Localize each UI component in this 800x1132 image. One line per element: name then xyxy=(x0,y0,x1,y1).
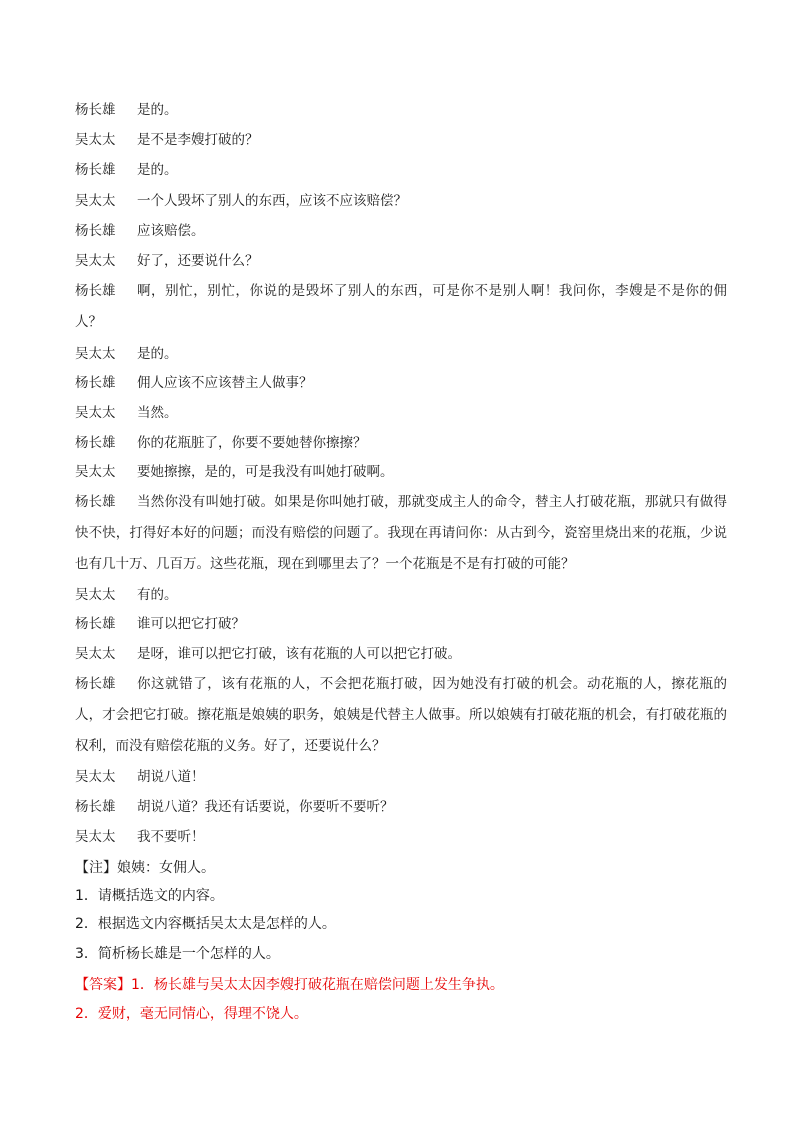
speaker-name: 杨长雄 xyxy=(75,162,116,178)
dialogue-line xyxy=(75,339,727,370)
dialogue-line xyxy=(75,639,727,670)
question-item: 3．简析杨长雄是一个怎样的人。 xyxy=(75,946,280,962)
dialogue-text: 是的。 xyxy=(137,162,178,178)
speaker-name: 吴太太 xyxy=(75,829,116,845)
speaker-name: 杨长雄 xyxy=(75,435,116,451)
dialogue-line xyxy=(75,487,727,580)
dialogue-line xyxy=(75,457,727,488)
dialogue-line xyxy=(75,125,727,156)
speaker-name: 吴太太 xyxy=(75,769,116,785)
dialogue-line xyxy=(75,669,727,762)
dialogue-line xyxy=(75,186,727,217)
dialogue-text: 啊，别忙，别忙，你说的是毁坏了别人的东西，可是你不是别人啊！我问你，李嫂是不是你的佣人？ xyxy=(75,283,727,330)
answer-label: 【答案】 xyxy=(75,977,131,993)
dialogue-text: 当然。 xyxy=(137,405,178,421)
speaker-name: 吴太太 xyxy=(75,346,116,362)
speaker-name: 吴太太 xyxy=(75,646,116,662)
speaker-name: 杨长雄 xyxy=(75,223,116,239)
answer-line: 2．爱财，毫无同情心，得理不饶人。 xyxy=(75,1006,308,1022)
dialogue-line xyxy=(75,792,727,823)
dialogue-line xyxy=(75,428,727,459)
dialogue-line xyxy=(75,580,727,611)
dialogue-text: 你这就错了，该有花瓶的人，不会把花瓶打破，因为她没有打破的机会。动花瓶的人，擦花瓶的人，才会把它打破。擦花瓶是娘姨的职务，娘姨是代替主人做事。所以娘姨有打破花瓶的机会，有打破花瓶的权利，而没有赔偿花瓶的义务。好了，还要说什么？ xyxy=(75,676,727,754)
speaker-name: 杨长雄 xyxy=(75,102,116,118)
dialogue-line xyxy=(75,276,727,338)
answer-line xyxy=(75,975,504,995)
speaker-name: 吴太太 xyxy=(75,132,116,148)
dialogue-line xyxy=(75,822,727,853)
speaker-name: 吴太太 xyxy=(75,253,116,269)
dialogue-text: 佣人应该不应该替主人做事？ xyxy=(137,375,313,391)
dialogue-text: 是不是李嫂打破的？ xyxy=(137,132,259,148)
speaker-name: 吴太太 xyxy=(75,587,116,603)
dialogue-line xyxy=(75,216,727,247)
dialogue-line xyxy=(75,155,727,186)
dialogue-line xyxy=(75,762,727,793)
dialogue-text: 谁可以把它打破？ xyxy=(137,616,245,632)
dialogue-text: 当然你没有叫她打破。如果是你叫她打破，那就变成主人的命令，替主人打破花瓶，那就只有做得快不快，打得好本好的问题；而没有赔偿的问题了。我现在再请问你：从古到今，瓷窑里烧出来的花瓶，少说也有几十万、几百万。这些花瓶，现在到哪里去了？一个花瓶是不是有打破的可能？ xyxy=(75,494,727,572)
dialogue-text: 有的。 xyxy=(137,587,178,603)
dialogue-text: 好了，还要说什么？ xyxy=(137,253,259,269)
dialogue-text: 要她擦擦，是的，可是我没有叫她打破啊。 xyxy=(137,464,394,480)
speaker-name: 杨长雄 xyxy=(75,799,116,815)
question-item: 1．请概括选文的内容。 xyxy=(75,888,224,904)
question-item: 2．根据选文内容概括吴太太是怎样的人。 xyxy=(75,916,336,932)
dialogue-line xyxy=(75,368,727,399)
dialogue-text: 是呀，谁可以把它打破，该有花瓶的人可以把它打破。 xyxy=(137,646,461,662)
speaker-name: 杨长雄 xyxy=(75,494,116,510)
dialogue-text: 一个人毁坏了别人的东西，应该不应该赔偿？ xyxy=(137,193,407,209)
speaker-name: 杨长雄 xyxy=(75,676,116,692)
dialogue-text: 应该赔偿。 xyxy=(137,223,205,239)
answer-text: 1．杨长雄与吴太太因李嫂打破花瓶在赔偿问题上发生争执。 xyxy=(131,977,504,993)
dialogue-line xyxy=(75,246,727,277)
speaker-name: 吴太太 xyxy=(75,405,116,421)
speaker-name: 杨长雄 xyxy=(75,375,116,391)
dialogue-text: 你的花瓶脏了，你要不要她替你擦擦？ xyxy=(137,435,367,451)
dialogue-line xyxy=(75,398,727,429)
footnote: 【注】娘姨：女佣人。 xyxy=(75,860,215,876)
dialogue-text: 胡说八道！ xyxy=(137,769,205,785)
speaker-name: 吴太太 xyxy=(75,464,116,480)
speaker-name: 杨长雄 xyxy=(75,283,116,299)
dialogue-text: 是的。 xyxy=(137,102,178,118)
speaker-name: 杨长雄 xyxy=(75,616,116,632)
dialogue-line xyxy=(75,609,727,640)
dialogue-text: 我不要听！ xyxy=(137,829,205,845)
speaker-name: 吴太太 xyxy=(75,193,116,209)
dialogue-text: 胡说八道？我还有话要说，你要听不要听？ xyxy=(137,799,394,815)
dialogue-line xyxy=(75,95,727,126)
dialogue-text: 是的。 xyxy=(137,346,178,362)
